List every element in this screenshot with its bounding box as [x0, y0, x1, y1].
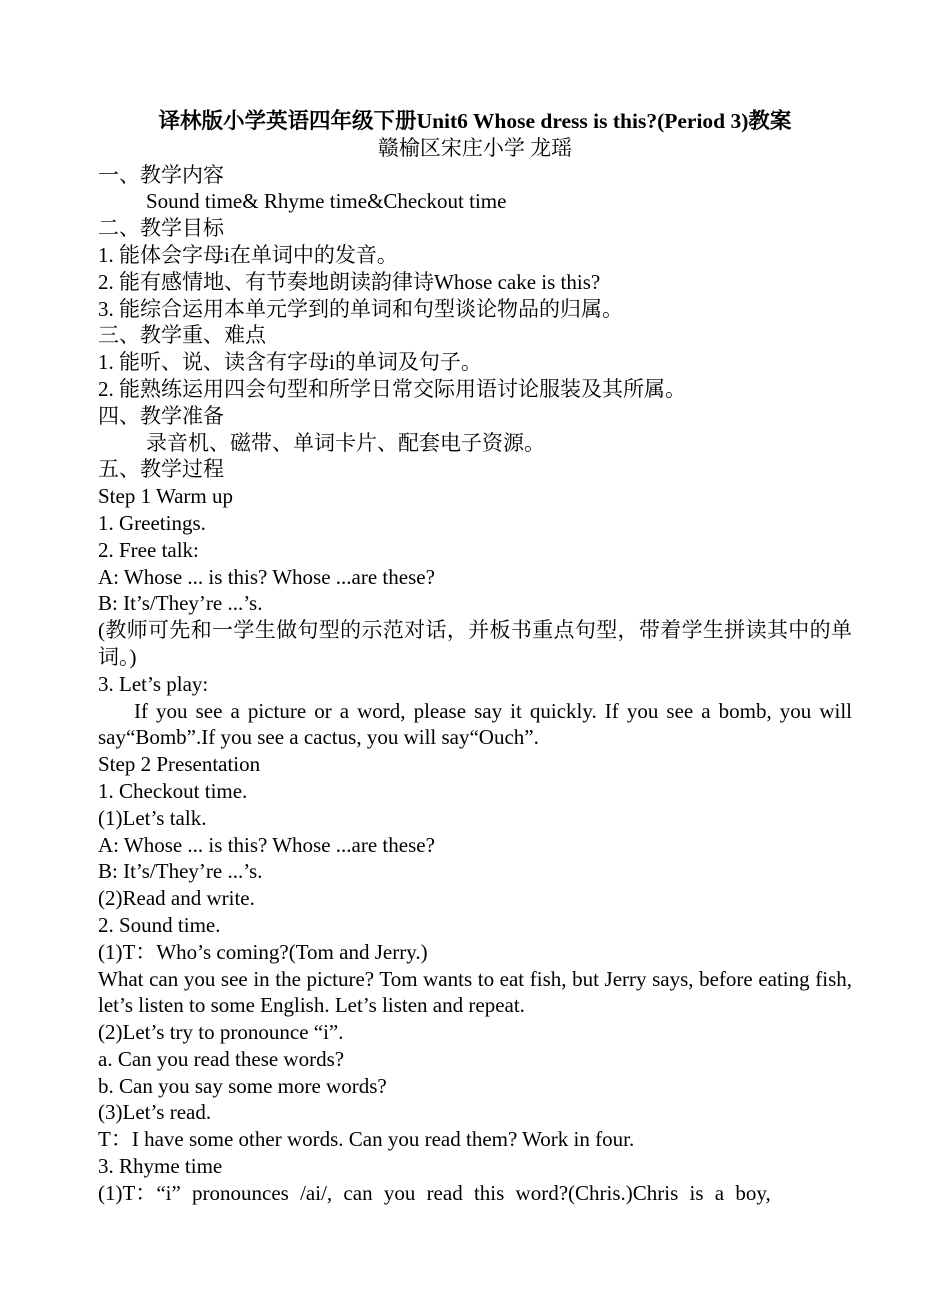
- key-point-item: 1. 能听、说、读含有字母i的单词及句子。: [98, 350, 482, 375]
- teacher-note: (教师可先和一学生做句型的示范对话，并板书重点句型，带着学生拼读其中的单词。): [98, 618, 852, 669]
- step-item: 1. Checkout time.: [98, 778, 248, 803]
- section-heading-preparation: 四、教学准备: [98, 403, 224, 428]
- sub-step: (3)Let’s read.: [98, 1100, 212, 1125]
- dialogue-line: B: It’s/They’re ...’s.: [98, 859, 263, 884]
- dialogue-line: B: It’s/They’re ...’s.: [98, 591, 263, 616]
- step-item: 2. Free talk:: [98, 537, 199, 562]
- step-item: 1. Greetings.: [98, 510, 206, 535]
- dialogue-line: A: Whose ... is this? Whose ...are these?: [98, 564, 435, 589]
- step-item: 3. Rhyme time: [98, 1154, 223, 1179]
- objective-item: 2. 能有感情地、有节奏地朗读韵律诗Whose cake is this?: [98, 269, 601, 294]
- paragraph: T：I have some other words. Can you read them? Work in four.: [98, 1127, 635, 1152]
- objective-item: 3. 能综合运用本单元学到的单词和句型谈论物品的归属。: [98, 296, 623, 321]
- document-title: 译林版小学英语四年级下册Unit6 Whose dress is this?(Period 3)教案: [158, 109, 792, 133]
- step-item: 3. Let’s play:: [98, 671, 209, 696]
- section-heading-content: 一、教学内容: [98, 162, 224, 187]
- game-instructions: If you see a picture or a word, please say it quickly. If you see a bomb, you will say“Bomb”.If you see a cactus, you will say“Ouch”.: [98, 698, 852, 750]
- sub-step: (2)Let’s try to pronounce “i”.: [98, 1020, 344, 1045]
- document-author: 赣榆区宋庄小学 龙瑶: [377, 135, 573, 160]
- objective-item: 1. 能体会字母i在单词中的发音。: [98, 242, 398, 267]
- question-item: a. Can you read these words?: [98, 1046, 345, 1071]
- document-page: [98, 108, 852, 1207]
- step-item: 2. Sound time.: [98, 912, 221, 937]
- section-heading-key-points: 三、教学重、难点: [98, 323, 266, 348]
- sub-step: (1)Let’s talk.: [98, 805, 207, 830]
- question-item: b. Can you say some more words?: [98, 1073, 387, 1098]
- dialogue-line: A: Whose ... is this? Whose ...are these?: [98, 832, 435, 857]
- step-heading: Step 2 Presentation: [98, 752, 261, 777]
- paragraph-truncated: (1)T：“i” pronounces /ai/, can you read this word?(Chris.)Chris is a boy,: [98, 1180, 771, 1205]
- paragraph: What can you see in the picture? Tom wants to eat fish, but Jerry says, before eating fish, let’s listen to some English. Let’s listen and repeat.: [98, 966, 852, 1018]
- section-heading-process: 五、教学过程: [98, 457, 224, 482]
- preparation-text: 录音机、磁带、单词卡片、配套电子资源。: [146, 430, 545, 455]
- sub-step: (2)Read and write.: [98, 886, 255, 911]
- key-point-item: 2. 能熟练运用四会句型和所学日常交际用语讨论服装及其所属。: [98, 376, 686, 401]
- step-heading: Step 1 Warm up: [98, 484, 233, 509]
- sub-step: (1)T：Who’s coming?(Tom and Jerry.): [98, 939, 428, 964]
- content-text: Sound time& Rhyme time&Checkout time: [146, 189, 507, 214]
- section-heading-objectives: 二、教学目标: [98, 216, 224, 241]
